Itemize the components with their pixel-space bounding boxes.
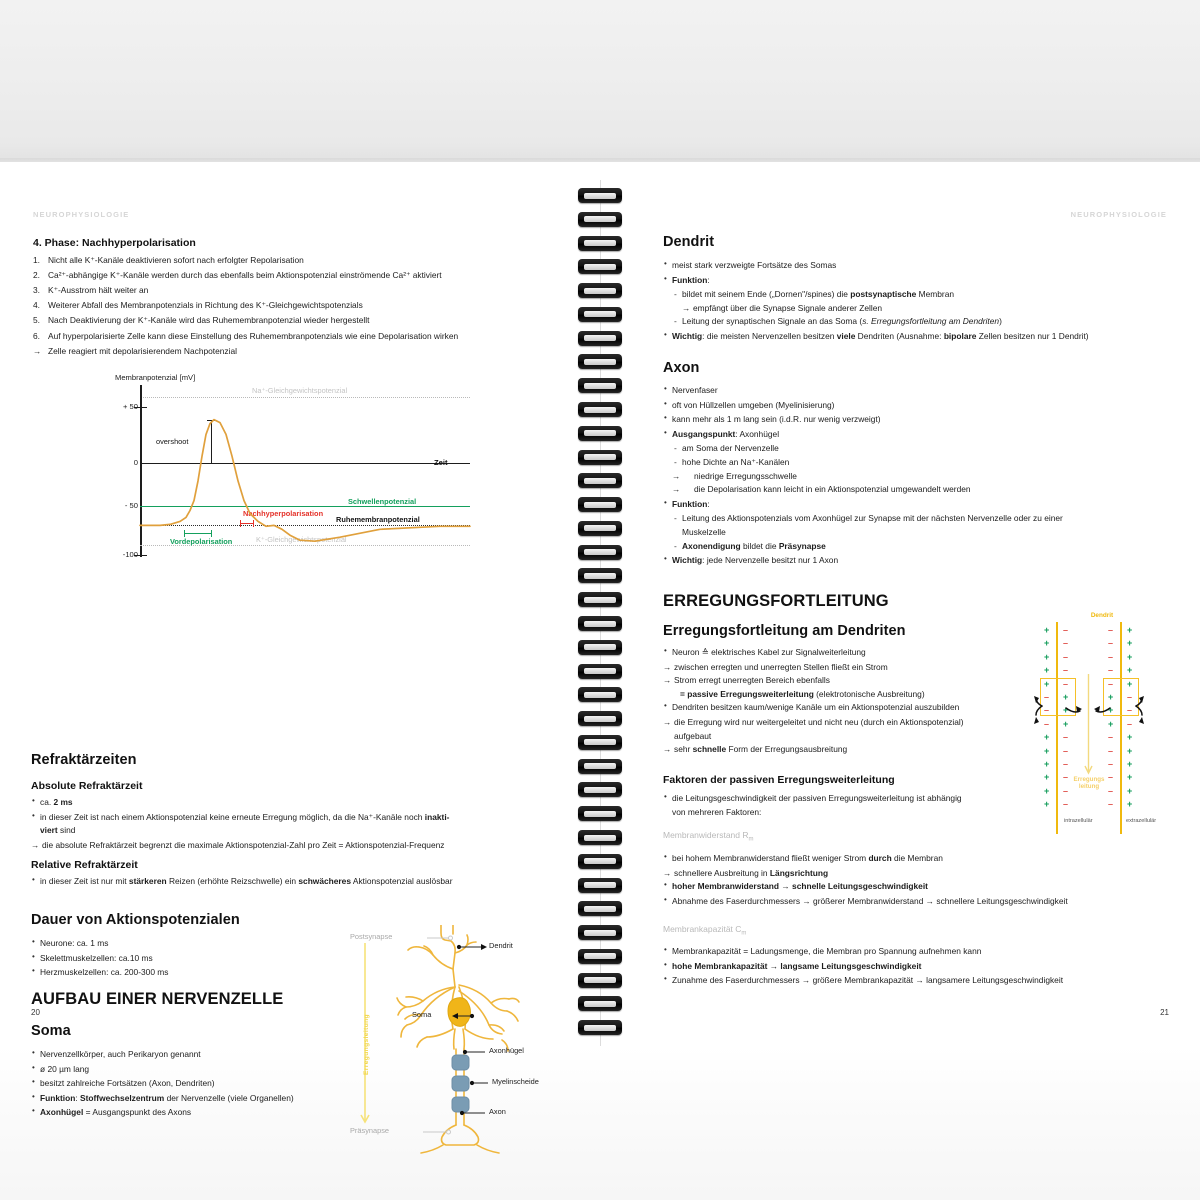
annotation-vordepolarisation: Vordepolarisation xyxy=(170,537,233,546)
spiral-ring xyxy=(578,711,622,726)
chart-plot-area xyxy=(122,386,470,559)
charge-positive: + xyxy=(1127,772,1133,783)
spiral-ring xyxy=(578,996,622,1011)
spiral-ring xyxy=(578,616,622,631)
heading-soma: Soma xyxy=(31,1023,71,1039)
charge-negative: – xyxy=(1127,718,1133,729)
heading-absolute-refraktaerzeit: Absolute Refraktärzeit xyxy=(31,780,143,792)
heading-erregungsfortleitung-dendriten: Erregungsfortleitung am Dendriten xyxy=(663,623,906,639)
list-item: • Nervenfaser xyxy=(663,384,1173,398)
absolute-refraktaerzeit-conclusion: → die absolute Refraktärzeit begrenzt die maximale Aktionspotenzial-Zahl pro Zeit = Aktionspotenzial-Frequenz xyxy=(31,839,559,853)
arrow-item: → Strom erregt unerregten Bereich ebenfalls xyxy=(663,674,1038,688)
charge-positive: + xyxy=(1044,625,1050,635)
charge-positive: + xyxy=(1127,732,1133,743)
soma-list xyxy=(31,1048,341,1121)
page-left xyxy=(0,180,597,1135)
list-item: • Ausgangspunkt: Axonhügel - am Soma der Nervenzelle - hohe Dichte an Na⁺-Kanälen → niedrige Erregungsschwelle → die Depolarisation kann leicht in ein Aktionspotenzial umgewandelt werden xyxy=(663,428,1173,497)
list-item: • Neuron ≙ elektrisches Kabel zur Signalweiterleitung xyxy=(663,646,1038,660)
spiral-ring xyxy=(578,1020,622,1035)
list-item: - Leitung des Aktionspotenzials vom Axonhügel zur Synapse mit der nächsten Nervenzelle oder zu einer Muskelzelle xyxy=(672,512,1173,539)
list-item: • hoher Membranwiderstand → schnelle Leitungsgeschwindigkeit xyxy=(663,880,1173,894)
heading-faktoren: Faktoren der passiven Erregungsweiterleitung xyxy=(663,774,895,786)
charge-positive: + xyxy=(1044,745,1050,756)
list-item: - hohe Dichte an Na⁺-Kanälen xyxy=(672,456,1173,470)
charge-negative: – xyxy=(1108,799,1114,810)
spiral-ring xyxy=(578,497,622,512)
label-myelinscheide: Myelinscheide xyxy=(492,1077,539,1086)
spiral-ring xyxy=(578,545,622,560)
label-axonhuegel: Axonhügel xyxy=(489,1046,524,1055)
sub-arrow: → empfängt über die Synapse Signale anderer Zellen xyxy=(682,302,1173,316)
label-soma: Soma xyxy=(412,1010,432,1019)
spiral-ring xyxy=(578,592,622,607)
list-item: • Abnahme des Faserdurchmessers → größerer Membranwiderstand → schnellere Leitungsgeschwindigkeit xyxy=(663,895,1173,909)
charge-positive: + xyxy=(1044,785,1050,796)
page-right xyxy=(603,180,1200,1046)
charge-positive: + xyxy=(1127,799,1133,810)
charge-negative: – xyxy=(1063,678,1069,689)
charge-negative: – xyxy=(1063,785,1069,796)
top-decorative-panel xyxy=(0,0,1200,162)
neuron-diagram xyxy=(350,925,560,1155)
relative-refraktaerzeit-list xyxy=(31,875,559,890)
charge-positive: + xyxy=(1044,651,1050,662)
charge-negative: – xyxy=(1063,638,1069,649)
spiral-ring xyxy=(578,973,622,988)
label-erregungsleitung: Erregungs leitung xyxy=(1073,776,1105,791)
charge-positive: + xyxy=(1127,785,1133,796)
list-item: Weiterer Abfall des Membranpotenzials in Richtung des K⁺-Gleichgewichtspotenzials xyxy=(48,300,363,311)
charge-negative: – xyxy=(1108,678,1114,689)
charge-negative: – xyxy=(1063,625,1069,635)
spiral-ring xyxy=(578,402,622,417)
annotation-nachhyperpolarisation: Nachhyperpolarisation xyxy=(243,509,324,518)
spiral-ring xyxy=(578,830,622,845)
label-postsynapse: Postsynapse xyxy=(350,932,393,941)
spiral-ring xyxy=(578,925,622,940)
charge-positive: + xyxy=(1127,665,1133,676)
charge-positive: + xyxy=(1108,718,1114,729)
membrane-current-arrows xyxy=(1032,612,1172,844)
label-dendrit: Dendrit xyxy=(489,941,513,950)
charge-negative: – xyxy=(1108,772,1114,783)
charge-negative: – xyxy=(1108,785,1114,796)
list-item: • Wichtig: die meisten Nervenzellen besitzen viele Dendriten (Ausnahme: bipolare Zellen besitzen nur 1 Dendrit) xyxy=(663,330,1173,344)
charge-negative: – xyxy=(1044,692,1050,702)
list-item: • in dieser Zeit ist nach einem Aktionspotenzial keine erneute Erregung möglich, da die Na⁺-Kanäle noch inakti- viert sind xyxy=(31,811,559,838)
spiral-ring xyxy=(578,640,622,655)
spiral-ring xyxy=(578,759,622,774)
charge-negative: – xyxy=(1127,692,1133,702)
heading-membranwiderstand: Membranwiderstand $R_m$ xyxy=(663,830,754,843)
spiral-binding xyxy=(578,186,624,1042)
list-item: - Leitung der synaptischen Signale an das Soma (s. Erregungsfortleitung am Dendriten) xyxy=(672,315,1173,329)
list-item: • ca. 2 ms xyxy=(31,796,559,810)
charge-positive: + xyxy=(1063,705,1069,716)
charge-negative: – xyxy=(1063,732,1069,743)
charge-negative: – xyxy=(1063,799,1069,810)
spiral-ring xyxy=(578,473,622,488)
charge-negative: – xyxy=(1108,759,1114,769)
spiral-ring xyxy=(578,378,622,393)
chart-ticklabel-minus100: -100 xyxy=(122,549,138,559)
action-potential-chart xyxy=(85,373,475,558)
charge-negative: – xyxy=(1108,651,1114,662)
charge-positive: + xyxy=(1063,692,1069,702)
chart-ticklabel-minus50: - 50 xyxy=(124,500,138,510)
header-eyebrow-right: NEUROPHYSIOLOGIE xyxy=(1070,210,1167,219)
charge-positive: + xyxy=(1044,665,1050,676)
spiral-ring xyxy=(578,307,622,322)
charge-negative: – xyxy=(1063,759,1069,769)
spiral-ring xyxy=(578,212,622,227)
heading-membrankapazitaet: Membrankapazität $C_m$ xyxy=(663,924,747,937)
spiral-ring xyxy=(578,901,622,916)
list-item: • Neurone: ca. 1 ms xyxy=(31,937,331,951)
charge-negative: – xyxy=(1108,638,1114,649)
dauer-list xyxy=(31,937,331,981)
charge-positive: + xyxy=(1127,745,1133,756)
spiral-ring xyxy=(578,188,622,203)
heading-dendrit: Dendrit xyxy=(663,234,715,250)
charge-negative: – xyxy=(1108,745,1114,756)
absolute-refraktaerzeit-list xyxy=(31,796,559,852)
list-item: - bildet mit seinem Ende („Dornen"/spines) die postsynaptische Membran → empfängt über die Synapse Signale anderer Zellen xyxy=(672,288,1173,315)
sub-arrow: → niedrige Erregungsschwelle xyxy=(672,470,1173,484)
charge-positive: + xyxy=(1044,732,1050,743)
charge-positive: + xyxy=(1044,759,1050,769)
dendrit-list xyxy=(663,259,1173,345)
heading-dauer: Dauer von Aktionspotenzialen xyxy=(31,912,240,928)
charge-negative: – xyxy=(1044,718,1050,729)
page-number-left: 20 xyxy=(31,1008,40,1017)
list-item: • besitzt zahlreiche Fortsätzen (Axon, Dendriten) xyxy=(31,1077,341,1091)
list-item: - am Soma der Nervenzelle xyxy=(672,442,1173,456)
heading-relative-refraktaerzeit: Relative Refraktärzeit xyxy=(31,859,138,871)
spiral-ring xyxy=(578,664,622,679)
list-item: • in dieser Zeit ist nur mit stärkeren Reizen (erhöhte Reizschwelle) ein schwächeres Aktionspotenzial auslösbar xyxy=(31,875,559,889)
refline-label-resting: Ruhemembranpotenzial xyxy=(336,514,420,524)
list-item: K⁺-Ausstrom hält weiter an xyxy=(48,285,149,296)
heading-aufbau: AUFBAU EINER NERVENZELLE xyxy=(31,990,284,1008)
charge-negative: – xyxy=(1063,665,1069,676)
chart-series-svg xyxy=(140,385,470,557)
spiral-ring xyxy=(578,687,622,702)
chart-ticklabel-50: + 50 xyxy=(123,401,138,411)
list-item: • Axonhügel = Ausgangspunkt des Axons xyxy=(31,1106,341,1120)
chart-y-axis-label: Membranpotenzial [mV] xyxy=(115,373,196,382)
list-item: • bei hohem Membranwiderstand fließt weniger Strom durch die Membran xyxy=(663,852,1173,866)
list-item: • Funktion: Stoffwechselzentrum der Nervenzelle (viele Organellen) xyxy=(31,1092,341,1106)
charge-negative: – xyxy=(1063,745,1069,756)
phase4-conclusion: → Zelle reagiert mit depolarisierendem Nachpotenzial xyxy=(33,345,563,359)
list-item: Auf hyperpolarisierte Zelle kann diese Einstellung des Ruhemembranpotenzials wie eine Depolarisation wirken xyxy=(48,330,459,341)
chart-ticklabel-0: 0 xyxy=(133,457,138,467)
list-item: • die Leitungsgeschwindigkeit der passiven Erregungsweiterleitung ist abhängig von mehreren Faktoren: xyxy=(663,792,1033,819)
charge-negative: – xyxy=(1063,651,1069,662)
annotation-overshoot: overshoot xyxy=(156,437,189,446)
refline-label-k: K⁺-Gleichgewichtspotenzial xyxy=(256,535,347,544)
list-item: Nach Deaktivierung der K⁺-Kanäle wird das Ruhemembranpotenzial wieder hergestellt xyxy=(48,315,370,326)
list-item: - Axonendigung bildet die Präsynapse xyxy=(672,540,1173,554)
charge-positive: + xyxy=(1127,638,1133,649)
spiral-ring xyxy=(578,521,622,536)
neuron-illustration xyxy=(355,925,560,1155)
spiral-ring xyxy=(578,426,622,441)
list-item: • Funktion: - bildet mit seinem Ende („Dornen"/spines) die postsynaptische Membran → empfängt über die Synapse Signale anderer Zellen - Leitung der synaptischen Signale an das Soma (s. Erregungsfortleitung am Dendriten) xyxy=(663,274,1173,329)
membrankapazitaet-list xyxy=(663,945,1173,989)
spiral-ring xyxy=(578,735,622,750)
label-extrazellulaer: extrazellulär xyxy=(1126,818,1157,824)
heading-axon: Axon xyxy=(663,360,700,376)
heading-refraktaerzeiten: Refraktärzeiten xyxy=(31,752,137,768)
list-item: • oft von Hüllzellen umgeben (Myelinisierung) xyxy=(663,399,1173,413)
list-item: • Dendriten besitzen kaum/wenige Kanäle um ein Aktionspotenzial auszubilden xyxy=(663,701,1038,715)
arrow-item: → die Erregung wird nur weitergeleitet und nicht neu (durch ein Aktionspotenzial) aufgebaut xyxy=(663,716,1038,743)
membranwiderstand-list xyxy=(663,852,1173,909)
charge-negative: – xyxy=(1044,705,1050,716)
list-item: • Membrankapazität = Ladungsmenge, die Membran pro Spannung aufnehmen kann xyxy=(663,945,1173,959)
charge-negative: – xyxy=(1127,705,1133,716)
charge-negative: – xyxy=(1108,625,1114,635)
heading-erregungsfortleitung: ERREGUNGSFORTLEITUNG xyxy=(663,592,889,610)
charge-positive: + xyxy=(1108,705,1114,716)
charge-positive: + xyxy=(1044,638,1050,649)
spiral-ring xyxy=(578,354,622,369)
arrow-item: → sehr schnelle Form der Erregungsausbreitung xyxy=(663,743,1038,757)
list-item: • Zunahme des Faserdurchmessers → größere Membrankapazität → langsamere Leitungsgeschwindigkeit xyxy=(663,974,1173,988)
spiral-ring xyxy=(578,236,622,251)
list-item: • Skelettmuskelzellen: ca.10 ms xyxy=(31,952,331,966)
refline-label-na: Na⁺-Gleichgewichtspotenzial xyxy=(252,386,348,395)
spiral-ring xyxy=(578,283,622,298)
charge-positive: + xyxy=(1127,759,1133,769)
charge-negative: – xyxy=(1108,732,1114,743)
axon-list xyxy=(663,384,1173,569)
list-item: Nicht alle K⁺-Kanäle deaktivieren sofort nach erfolgter Repolarisation xyxy=(48,255,304,265)
charge-positive: + xyxy=(1044,799,1050,810)
spiral-ring xyxy=(578,331,622,346)
list-item: • hohe Membrankapazität → langsame Leitungsgeschwindigkeit xyxy=(663,960,1173,974)
list-item: • kann mehr als 1 m lang sein (i.d.R. nur wenig verzweigt) xyxy=(663,413,1173,427)
spiral-ring xyxy=(578,854,622,869)
charge-positive: + xyxy=(1063,718,1069,729)
faktoren-intro xyxy=(663,792,1033,820)
phase4-list xyxy=(33,254,563,359)
spiral-ring xyxy=(578,806,622,821)
spiral-ring xyxy=(578,259,622,274)
list-item: • Wichtig: jede Nervenzelle besitzt nur 1 Axon xyxy=(663,554,1173,568)
charge-positive: + xyxy=(1044,772,1050,783)
spiral-ring xyxy=(578,782,622,797)
list-item: • Nervenzellkörper, auch Perikaryon genannt xyxy=(31,1048,341,1062)
chart-x-axis-label: Zeit xyxy=(434,458,448,467)
membrane-diagram xyxy=(1032,612,1172,844)
charge-negative: – xyxy=(1063,772,1069,783)
header-eyebrow-left: NEUROPHYSIOLOGIE xyxy=(33,210,130,219)
arrow-item: → schnellere Ausbreitung in Längsrichtung xyxy=(663,867,1173,881)
list-item: • meist stark verzweigte Fortsätze des Somas xyxy=(663,259,1173,273)
list-item: Ca²⁺-abhängige K⁺-Kanäle werden durch das ebenfalls beim Aktionspotenzial einströmende Ca²⁺ aktiviert xyxy=(48,270,442,281)
list-item: • Funktion: - Leitung des Aktionspotenzials vom Axonhügel zur Synapse mit der nächsten Nervenzelle oder zu einer Muskelzelle - Axonendigung bildet die Präsynapse xyxy=(663,498,1173,553)
list-item: • ø 20 µm lang xyxy=(31,1063,341,1077)
refline-label-threshold: Schwellenpotenzial xyxy=(348,497,417,506)
sub-arrow: → die Depolarisation kann leicht in ein Aktionspotenzial umgewandelt werden xyxy=(672,483,1173,497)
spiral-ring xyxy=(578,878,622,893)
label-axon: Axon xyxy=(489,1107,506,1116)
charge-positive: + xyxy=(1127,678,1133,689)
charge-positive: + xyxy=(1108,692,1114,702)
spiral-ring xyxy=(578,568,622,583)
page-number-right: 21 xyxy=(1160,1008,1169,1017)
label-praesynapse: Präsynapse xyxy=(350,1126,390,1135)
charge-positive: + xyxy=(1127,651,1133,662)
spiral-ring xyxy=(578,949,622,964)
charge-positive: + xyxy=(1044,678,1050,689)
arrow-subitem: = passive Erregungsweiterleitung (elektrotonische Ausbreitung) xyxy=(680,688,925,699)
label-erregungsleitung-vertical: Erregungsleitung xyxy=(363,1014,370,1075)
arrow-item: → zwischen erregten und unerregten Stellen fließt ein Strom xyxy=(663,661,1038,675)
erregungsfortleitung-dendriten-list xyxy=(663,646,1038,757)
membrane-diagram-title: Dendrit xyxy=(1090,612,1114,619)
spiral-ring xyxy=(578,450,622,465)
heading-phase4: 4. Phase: Nachhyperpolarisation xyxy=(33,237,196,249)
label-intrazellulaer: intrazellulär xyxy=(1064,818,1093,824)
list-item: • Herzmuskelzellen: ca. 200-300 ms xyxy=(31,966,331,980)
charge-negative: – xyxy=(1108,665,1114,676)
charge-positive: + xyxy=(1127,625,1133,635)
